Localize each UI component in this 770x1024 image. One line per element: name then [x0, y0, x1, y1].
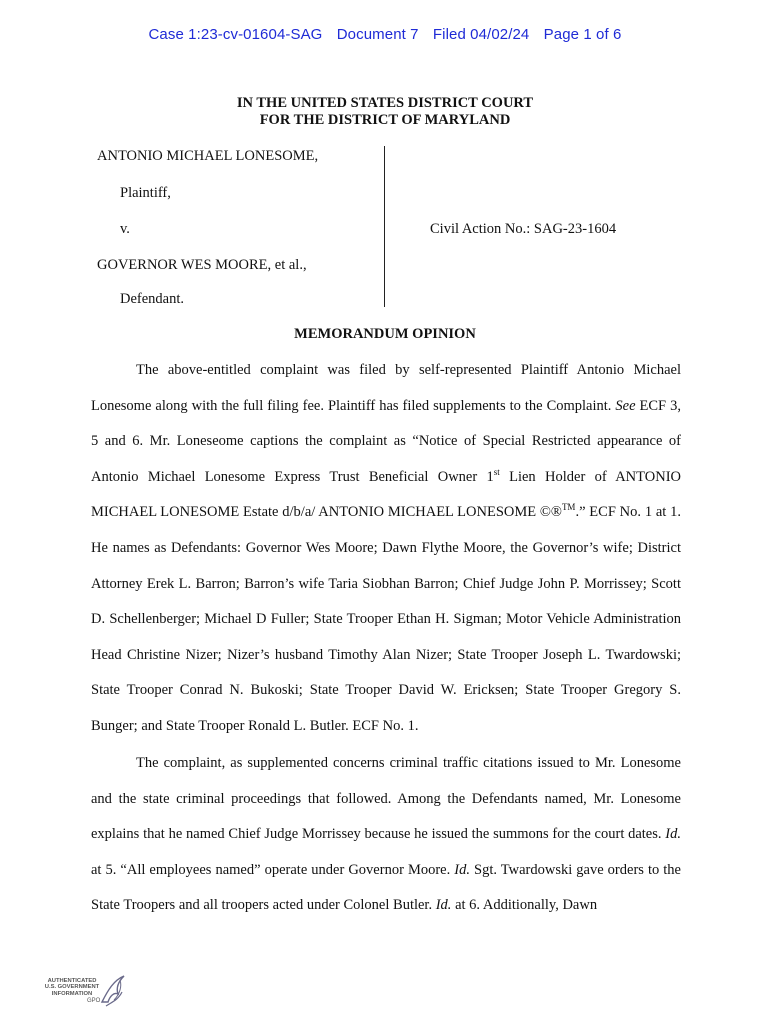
- page-number: Page 1 of 6: [543, 26, 622, 43]
- filed-date: Filed 04/02/24: [432, 26, 530, 43]
- defendant-name: GOVERNOR WES MOORE, et al.,: [97, 257, 307, 273]
- gpo-label: GPO: [87, 998, 101, 1004]
- ordinal-suffix: st: [493, 466, 500, 477]
- p2-text-d: at 6. Additionally, Dawn: [451, 897, 598, 914]
- filing-header: [0, 26, 770, 43]
- id-citation: Id.: [454, 861, 470, 878]
- document-number: Document 7: [336, 26, 419, 43]
- p1-text-d: .” ECF No. 1 at 1. He names as Defendants: Governor Wes Moore; Dawn Flythe Moore, the Governor’s wife; District Attorney Erek L. Barron; Barron’s wife Taria Siobhan Barron; Chief Judge John P. Morrissey; Scott D. Schellenberger; Michael D Fuller; State Trooper Ethan H. Sigman; Motor Vehicle Administration Head Christine Nizer; Nizer’s husband Timothy Alan Nizer; State Trooper Joseph L. Twardowski; State Trooper Conrad N. Bukoski; State Trooper David W. Ericksen; State Trooper Gregory S. Bunger; and State Trooper Ronald L. Butler. ECF No. 1.: [91, 504, 681, 734]
- eagle-icon: [98, 972, 128, 1012]
- id-citation: Id.: [435, 897, 452, 914]
- paragraph-2: [91, 746, 681, 924]
- p1-text-a: The above-entitled complaint was filed by self-represented Plaintiff Antonio Michael Lonesome along with the full filing fee. Plaintiff has filed supplements to the Complaint.: [91, 362, 681, 414]
- seal-text: [42, 978, 102, 997]
- civil-action-number: Civil Action No.: SAG-23-1604: [430, 221, 617, 237]
- seal-line-3: INFORMATION: [51, 990, 93, 997]
- trademark-mark: TM: [561, 502, 576, 513]
- seal-line-2: U.S. GOVERNMENT: [44, 984, 100, 991]
- court-heading: [0, 95, 770, 129]
- plaintiff-role: Plaintiff,: [120, 185, 171, 201]
- plaintiff-name: ANTONIO MICHAEL LONESOME,: [97, 148, 319, 164]
- p2-text-c: Sgt. Twardowski gave orders to the State Troopers and all troopers acted under Colonel Butler.: [91, 861, 681, 914]
- document-title: MEMORANDUM OPINION: [294, 326, 476, 342]
- p1-text-c: Lien Holder of ANTONIO MICHAEL LONESOME Estate d/b/a/ ANTONIO MICHAEL LONESOME ©®: [91, 468, 681, 521]
- gpo-authentication-seal: [42, 972, 132, 1016]
- defendant-role: Defendant.: [120, 291, 185, 307]
- case-number: Case 1:23-cv-01604-SAG: [148, 26, 323, 43]
- paragraph-1: [91, 353, 681, 745]
- id-citation: Id.: [665, 826, 681, 843]
- caption-divider: [384, 146, 385, 307]
- p2-text-b: at 5. “All employees named” operate under Governor Moore.: [91, 861, 455, 878]
- court-line-2: FOR THE DISTRICT OF MARYLAND: [259, 112, 511, 128]
- seal-line-1: AUTHENTICATED: [47, 978, 97, 984]
- versus: v.: [120, 221, 130, 237]
- p2-text-a: The complaint, as supplemented concerns criminal traffic citations issued to Mr. Lonesome and the state criminal proceedings that followed. Among the Defendants named, Mr. Lonesome explains that he named Chief Judge Morrissey because he issued the summons for the court dates.: [91, 755, 681, 843]
- p1-text-b: ECF 3, 5 and 6. Mr. Loneseome captions the complaint as “Notice of Special Restricted appearance of Antonio Michael Lonesome Express Trust Beneficial Owner 1: [91, 397, 681, 485]
- see-citation: See: [615, 397, 636, 414]
- court-line-1: IN THE UNITED STATES DISTRICT COURT: [236, 95, 534, 111]
